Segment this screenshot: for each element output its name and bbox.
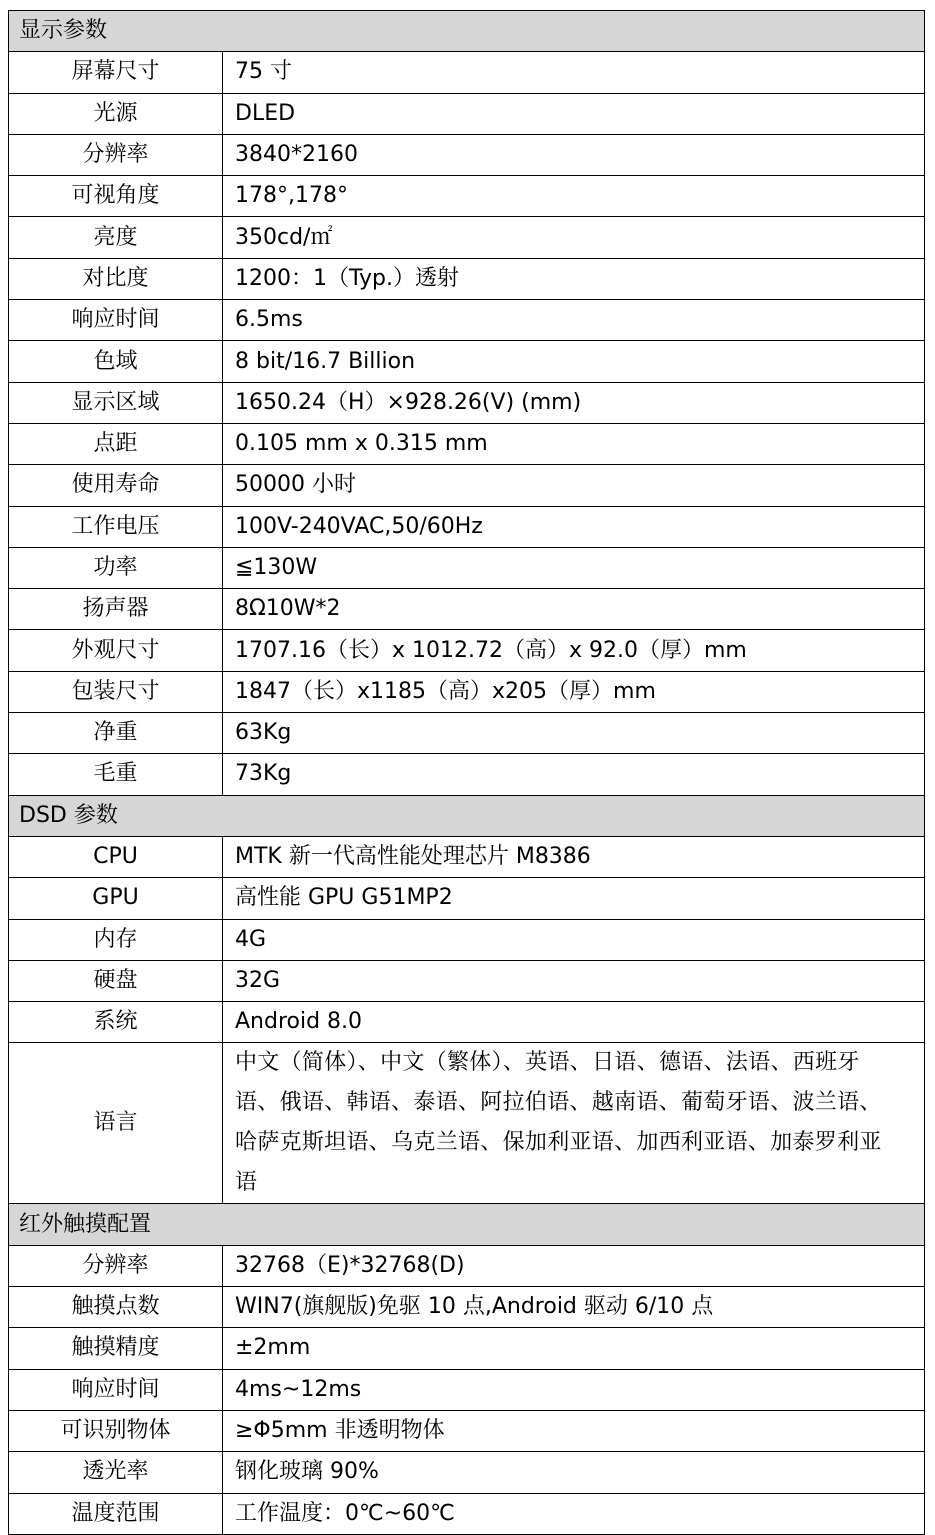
row-label: 扬声器 <box>9 589 223 630</box>
table-row <box>9 52 925 93</box>
row-value: 4ms~12ms <box>223 1369 925 1410</box>
row-label: 系统 <box>9 1002 223 1043</box>
row-value: 63Kg <box>223 713 925 754</box>
row-label: 分辨率 <box>9 134 223 175</box>
table-row <box>9 258 925 299</box>
row-value: 32G <box>223 960 925 1001</box>
row-value: 高性能 GPU G51MP2 <box>223 878 925 919</box>
section-title: DSD 参数 <box>9 795 925 836</box>
row-value: 8 bit/16.7 Billion <box>223 341 925 382</box>
table-row <box>9 341 925 382</box>
section-header-touch <box>9 1204 925 1245</box>
row-value: 32768（E)*32768(D) <box>223 1245 925 1286</box>
table-row <box>9 1410 925 1451</box>
table-row <box>9 836 925 877</box>
row-label: 温度范围 <box>9 1493 223 1534</box>
row-label: 外观尺寸 <box>9 630 223 671</box>
row-value: ≥Φ5mm 非透明物体 <box>223 1410 925 1451</box>
row-value: WIN7(旗舰版)免驱 10 点,Android 驱动 6/10 点 <box>223 1287 925 1328</box>
row-label: 触摸精度 <box>9 1328 223 1369</box>
row-value: 1650.24（H）×928.26(V) (mm) <box>223 382 925 423</box>
row-label: 使用寿命 <box>9 465 223 506</box>
row-value: 75 寸 <box>223 52 925 93</box>
spec-table <box>8 10 925 1535</box>
table-row <box>9 134 925 175</box>
table-row <box>9 919 925 960</box>
row-value: 100V-240VAC,50/60Hz <box>223 506 925 547</box>
row-label: 可识别物体 <box>9 1410 223 1451</box>
table-row <box>9 1043 925 1204</box>
table-row <box>9 217 925 258</box>
table-row <box>9 1452 925 1493</box>
table-row <box>9 1328 925 1369</box>
table-row <box>9 1369 925 1410</box>
row-label: CPU <box>9 836 223 877</box>
row-label: 对比度 <box>9 258 223 299</box>
section-title: 红外触摸配置 <box>9 1204 925 1245</box>
table-row <box>9 589 925 630</box>
row-value: 8Ω10W*2 <box>223 589 925 630</box>
row-label: 响应时间 <box>9 1369 223 1410</box>
row-value: 0.105 mm x 0.315 mm <box>223 423 925 464</box>
row-value: MTK 新一代高性能处理芯片 M8386 <box>223 836 925 877</box>
table-row <box>9 1245 925 1286</box>
table-row <box>9 176 925 217</box>
row-label: 显示区域 <box>9 382 223 423</box>
row-label: 触摸点数 <box>9 1287 223 1328</box>
row-value: 1200：1（Typ.）透射 <box>223 258 925 299</box>
row-label: 净重 <box>9 713 223 754</box>
table-row <box>9 1287 925 1328</box>
table-row <box>9 630 925 671</box>
row-value: 6.5ms <box>223 300 925 341</box>
table-row <box>9 93 925 134</box>
row-value: 钢化玻璃 90% <box>223 1452 925 1493</box>
row-label: 包装尺寸 <box>9 671 223 712</box>
table-row <box>9 960 925 1001</box>
row-value: DLED <box>223 93 925 134</box>
row-label: 响应时间 <box>9 300 223 341</box>
row-label: 语言 <box>9 1043 223 1204</box>
table-row <box>9 671 925 712</box>
section-title: 显示参数 <box>9 11 925 52</box>
row-label: 功率 <box>9 547 223 588</box>
row-value: 1707.16（长）x 1012.72（高）x 92.0（厚）mm <box>223 630 925 671</box>
row-value: 4G <box>223 919 925 960</box>
row-label: 分辨率 <box>9 1245 223 1286</box>
row-label: 点距 <box>9 423 223 464</box>
row-value: 工作温度：0℃~60℃ <box>223 1493 925 1534</box>
row-value: 1847（长）x1185（高）x205（厚）mm <box>223 671 925 712</box>
row-value: 3840*2160 <box>223 134 925 175</box>
table-row <box>9 465 925 506</box>
row-value: 350cd/㎡ <box>223 217 925 258</box>
row-label: 屏幕尺寸 <box>9 52 223 93</box>
row-label: 内存 <box>9 919 223 960</box>
row-value: Android 8.0 <box>223 1002 925 1043</box>
row-label: 毛重 <box>9 754 223 795</box>
table-row <box>9 547 925 588</box>
row-value: ±2mm <box>223 1328 925 1369</box>
row-label: 工作电压 <box>9 506 223 547</box>
table-row <box>9 1002 925 1043</box>
table-row <box>9 713 925 754</box>
table-row <box>9 754 925 795</box>
table-row <box>9 382 925 423</box>
row-label: 色域 <box>9 341 223 382</box>
row-value: 50000 小时 <box>223 465 925 506</box>
table-row <box>9 878 925 919</box>
row-value: 73Kg <box>223 754 925 795</box>
row-label: 硬盘 <box>9 960 223 1001</box>
section-header-dsd <box>9 795 925 836</box>
row-label: 可视角度 <box>9 176 223 217</box>
table-row <box>9 1493 925 1534</box>
row-label: 光源 <box>9 93 223 134</box>
row-value: 中文（简体）、中文（繁体）、英语、日语、德语、法语、西班牙语、俄语、韩语、泰语、阿拉伯语、越南语、葡萄牙语、波兰语、哈萨克斯坦语、乌克兰语、保加利亚语、加西利亚语、加泰罗利亚语 <box>223 1043 925 1204</box>
table-row <box>9 423 925 464</box>
row-label: 透光率 <box>9 1452 223 1493</box>
row-label: GPU <box>9 878 223 919</box>
row-value: 178°,178° <box>223 176 925 217</box>
table-row <box>9 506 925 547</box>
row-label: 亮度 <box>9 217 223 258</box>
table-row <box>9 300 925 341</box>
row-value: ≦130W <box>223 547 925 588</box>
section-header-display <box>9 11 925 52</box>
